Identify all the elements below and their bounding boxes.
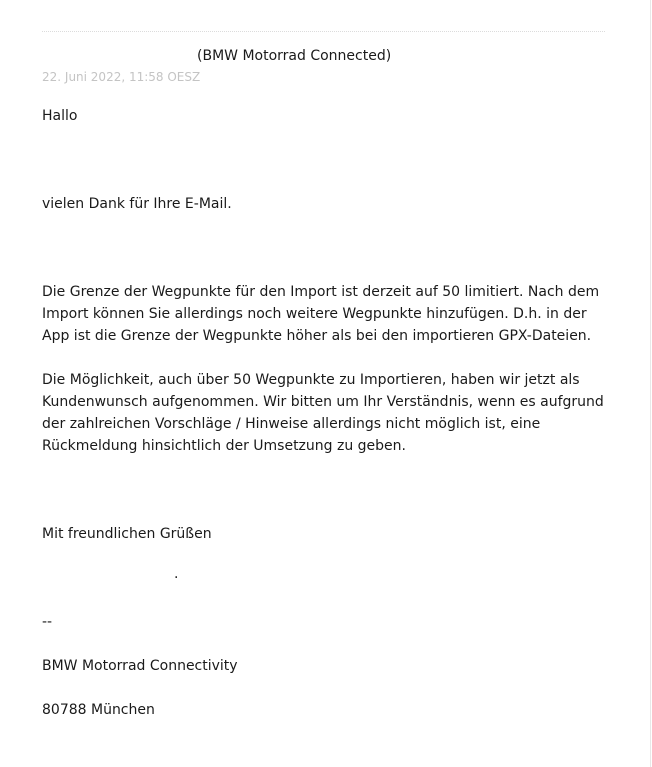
pane-border — [650, 0, 651, 767]
signature-company: BMW Motorrad Connectivity — [42, 658, 238, 674]
signature-city: 80788 München — [42, 702, 155, 718]
body-paragraph-1: Die Grenze der Wegpunkte für den Import ist derzeit auf 50 limitiert. Nach dem Import können Sie allerdings noch weitere Wegpunkte hinzufügen. D.h. in der App ist die Grenze der Wegpunkte höher als bei den importieren GPX-Dateien. — [42, 284, 600, 344]
message-timestamp: 22. Juni 2022, 11:58 OESZ — [42, 70, 201, 84]
body-paragraph-2: Die Möglichkeit, auch über 50 Wegpunkte zu Importieren, haben wir jetzt als Kundenwunsch aufgenommen. Wir bitten um Ihr Verständnis, wenn es aufgrund der zahlreichen Vorschläge / Hinweise allerdings nicht möglich ist, eine Rückmeldung hinsichtlich der Umsetzung zu geben. — [42, 372, 604, 454]
signature-mark: . — [174, 566, 179, 582]
signature-separator: -- — [42, 614, 53, 630]
greeting-text: Hallo — [42, 108, 78, 124]
message-divider — [42, 31, 605, 32]
sender-name: (BMW Motorrad Connected) — [197, 48, 392, 64]
closing-text: Mit freundlichen Grüßen — [42, 526, 212, 542]
thanks-text: vielen Dank für Ihre E-Mail. — [42, 196, 232, 212]
